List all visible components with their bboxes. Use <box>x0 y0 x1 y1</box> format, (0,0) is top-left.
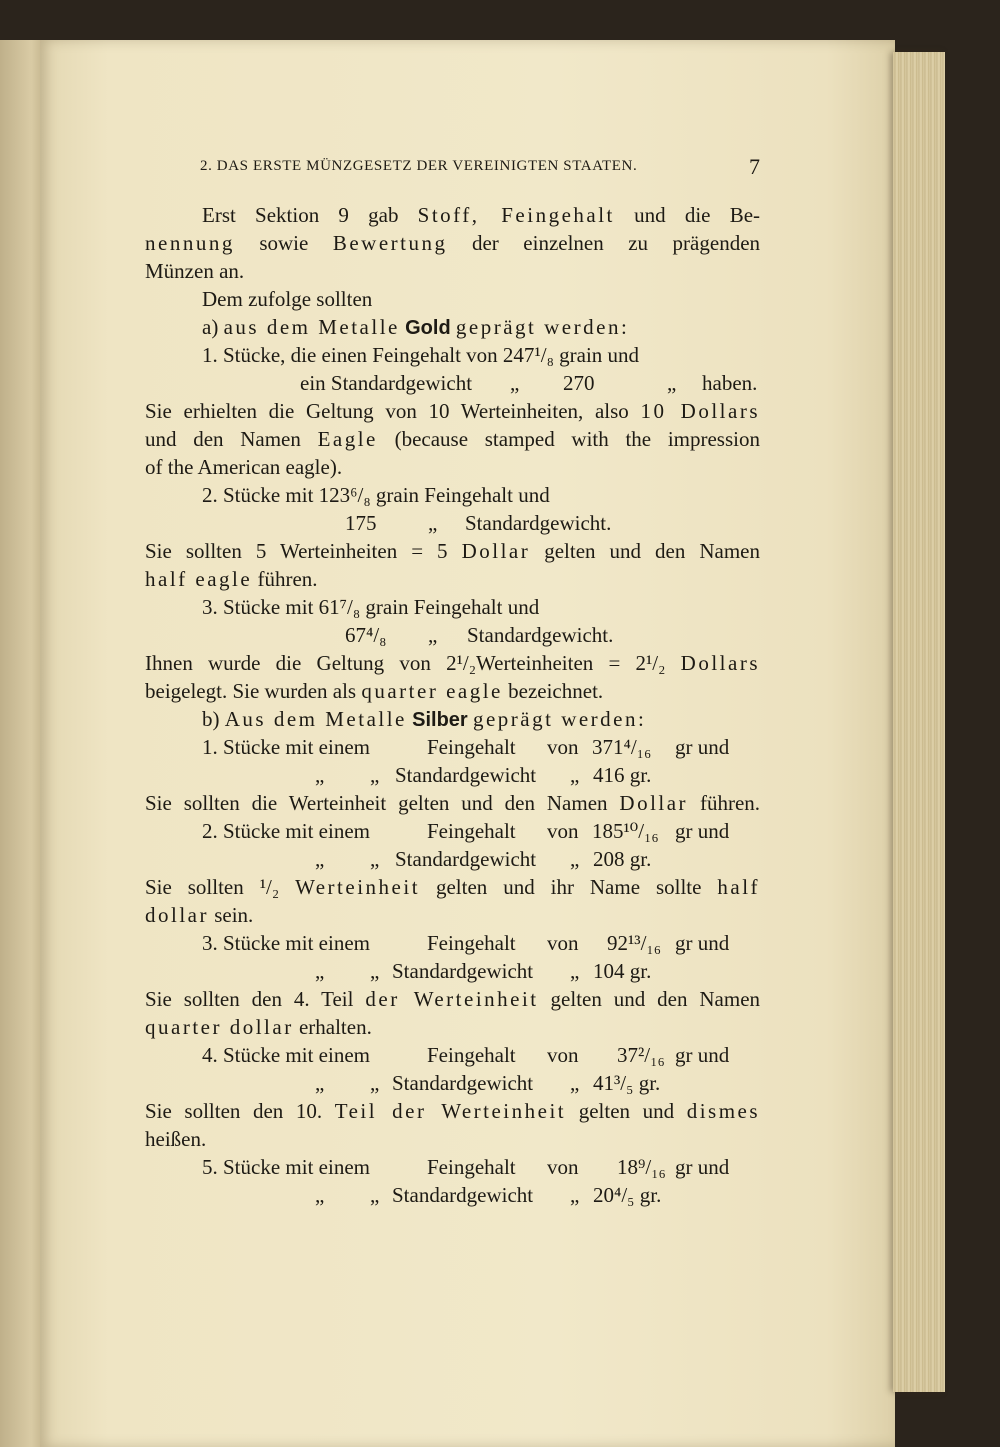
text-line: b) Aus dem Metalle Silber geprägt werden: <box>202 707 647 731</box>
text-line: Erst Sektion 9 gab Stoff, Feingehalt und die Be- <box>202 203 761 227</box>
text-line: „ „ Standardgewicht „ 416 gr. <box>315 763 652 787</box>
text-line: „ „ Standardgewicht „ 20⁴/₅ gr. <box>315 1183 662 1207</box>
text-line: Münzen an. <box>145 259 245 283</box>
body-text <box>145 201 760 1209</box>
text-line: a) aus dem Metalle Gold geprägt werden: <box>202 315 630 339</box>
text-line: 175 „ Standardgewicht. <box>345 511 612 535</box>
text-line: Sie sollten den 4. Teil der Werteinheit gelten und den Namen <box>145 987 761 1011</box>
text-line: beigelegt. Sie wurden als quarter eagle bezeichnet. <box>145 679 604 703</box>
text-line: Ihnen wurde die Geltung von 2¹/₂Werteinheiten = 2¹/₂ Dollars <box>145 651 760 675</box>
text-line: „ „ Standardgewicht „ 104 gr. <box>315 959 652 983</box>
text-line: „ „ Standardgewicht „ 208 gr. <box>315 847 652 871</box>
text-line: 3. Stücke mit 61⁷/₈ grain Feingehalt und <box>202 595 540 619</box>
text-line: dollar sein. <box>145 903 254 927</box>
text-line: 4. Stücke mit einem Feingehalt von 37²/₁₆ gr und <box>202 1043 730 1067</box>
text-line: 2. Stücke mit 123⁶/₈ grain Feingehalt und <box>202 483 550 507</box>
text-line: Sie sollten ¹/₂ Werteinheit gelten und ihr Name sollte half <box>145 875 761 899</box>
text-line: 3. Stücke mit einem Feingehalt von 92¹³/₁₆ gr und <box>202 931 730 955</box>
running-head <box>200 154 760 179</box>
text-line: und den Namen Eagle (because stamped with the impression <box>145 427 760 451</box>
text-line: Sie sollten den 10. Teil der Werteinheit gelten und dismes <box>145 1099 761 1123</box>
page-edges <box>893 52 945 1392</box>
text-line: quarter dollar erhalten. <box>145 1015 372 1039</box>
text-line: 2. Stücke mit einem Feingehalt von 185¹⁰/₁₆ gr und <box>202 819 730 843</box>
text-line: Sie sollten 5 Werteinheiten = 5 Dollar gelten und den Namen <box>145 539 760 563</box>
text-line: nennung sowie Bewertung der einzelnen zu prägenden <box>145 231 761 255</box>
text-line: 67⁴/₈ „ Standardgewicht. <box>345 623 614 647</box>
text-line: Dem zufolge sollten <box>202 287 373 311</box>
text-line: „ „ Standardgewicht „ 41³/₅ gr. <box>315 1071 661 1095</box>
text-line: 5. Stücke mit einem Feingehalt von 18⁹/₁₆ gr und <box>202 1155 730 1179</box>
text-line: of the American eagle). <box>145 455 343 479</box>
text-line: half eagle führen. <box>145 567 318 591</box>
text-line: Sie erhielten die Geltung von 10 Werteinheiten, also 10 Dollars <box>145 399 760 423</box>
text-line: 1. Stücke mit einem Feingehalt von 371⁴/₁₆ gr und <box>202 735 730 759</box>
text-line: ein Standardgewicht „ 270 „ haben. <box>300 371 758 395</box>
text-line: 1. Stücke, die einen Feingehalt von 247¹/₈ grain und <box>202 343 640 367</box>
text-line: Sie sollten die Werteinheit gelten und den Namen Dollar führen. <box>145 791 761 815</box>
page-number: 7 <box>749 154 760 179</box>
running-head-title: 2. DAS ERSTE MÜNZGESETZ DER VEREINIGTEN STAATEN. <box>200 158 638 174</box>
text-line: heißen. <box>145 1127 207 1151</box>
